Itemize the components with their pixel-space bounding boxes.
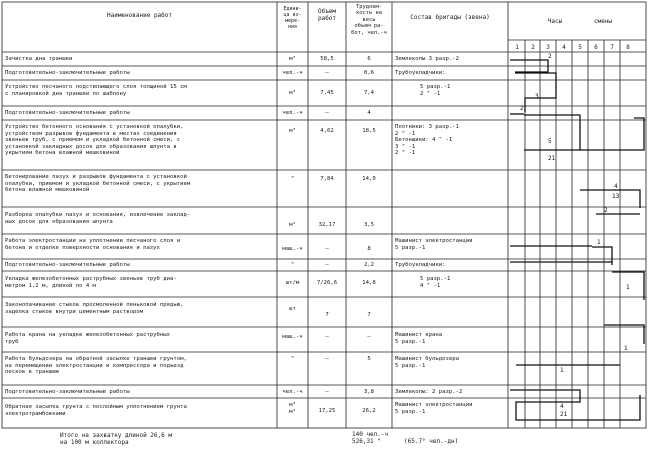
hour-5: 5 bbox=[578, 44, 582, 51]
hour-4: 4 bbox=[562, 44, 566, 51]
row-7-volume: 32,17 bbox=[318, 222, 336, 228]
row-6-labor: 14,0 bbox=[362, 176, 376, 182]
row-13-unit: " bbox=[290, 356, 295, 362]
row-6-volume: 7,84 bbox=[320, 176, 334, 182]
row-10-name: Укладка железобетонных раструбных звеньев труб диа- метром 1,2 м, длиной по 4 м bbox=[5, 276, 177, 289]
row-12-crew: Машинист крана 5 разр.-1 bbox=[395, 332, 443, 345]
footer-per-meter: (65.7° чел.-дн) bbox=[404, 438, 459, 445]
row-11-unit: шт bbox=[289, 306, 296, 312]
row-12-volume: – bbox=[325, 334, 329, 340]
row-3-volume: 7,45 bbox=[320, 90, 334, 96]
row-15-name: Обратная засыпка грунта с послойным уплотнением грунта электротрамбовками bbox=[5, 404, 187, 417]
svg-text:1: 1 bbox=[624, 345, 628, 352]
row-14-crew: Землекопы: 2 разр.-2 bbox=[395, 389, 463, 395]
header-crew: Состав бригады (звена) bbox=[410, 14, 490, 21]
svg-text:4: 4 bbox=[560, 403, 564, 410]
svg-text:1: 1 bbox=[597, 239, 601, 246]
header-hours: Часы bbox=[547, 18, 563, 25]
row-15-labor: 26,2 bbox=[362, 408, 376, 414]
row-13-volume: – bbox=[325, 356, 329, 362]
row-10-labor: 14,8 bbox=[362, 280, 376, 286]
row-2-crew: Трубоукладчики: bbox=[395, 70, 446, 76]
svg-text:5: 5 bbox=[548, 138, 552, 145]
svg-text:4: 4 bbox=[614, 183, 618, 190]
row-13-crew: Машинист бульдозера 5 разр.-1 bbox=[395, 356, 459, 369]
row-10-crew: 5 разр.-1 4 " -1 bbox=[420, 276, 451, 289]
row-14-unit: чел.-ч bbox=[282, 389, 303, 395]
row-9-unit: " bbox=[290, 262, 295, 268]
row-2-labor: 0,6 bbox=[363, 70, 375, 76]
row-2-volume: – bbox=[325, 70, 329, 76]
row-3-name: Устройство песчаного подстилающего слоя толщиной 15 см с планировкой дна траншеи по шаблону bbox=[5, 84, 187, 97]
row-5-crew: Плотники: 3 разр.-1 2 " -1 Бетонщики: 4 " -1 3 " -1 2 " -1 bbox=[395, 124, 459, 157]
hour-3: 3 bbox=[546, 44, 550, 51]
row-13-name: Работа бульдозера на обратной засыпке траншеи грунтом, на перемещении электростанции и компрессора и подъезд песков в траншею bbox=[5, 356, 187, 376]
row-1-labor: 6 bbox=[367, 56, 371, 62]
row-3-unit: м³ bbox=[289, 90, 296, 96]
row-14-volume: – bbox=[325, 389, 329, 395]
row-9-crew: Трубоукладчики: bbox=[395, 262, 446, 268]
footer-total-label: Итого на захватку длиной 26,6 м на 100 м коллектора bbox=[60, 432, 172, 446]
header-unit: Едини- ца из- мере- ния bbox=[283, 6, 302, 30]
row-8-crew: Машинист электростанции 5 разр.-1 bbox=[395, 238, 473, 251]
row-9-labor: 2,2 bbox=[363, 262, 375, 268]
hour-7: 7 bbox=[610, 44, 614, 51]
row-15-volume: 17,25 bbox=[318, 408, 336, 414]
row-12-unit: маш.-ч bbox=[282, 334, 303, 340]
row-1-crew: Землекопы 3 разр.-2 bbox=[395, 56, 459, 62]
row-6-unit: " bbox=[290, 176, 295, 182]
hour-2: 2 bbox=[531, 44, 535, 51]
svg-text:21: 21 bbox=[560, 411, 568, 418]
row-8-name: Работа электростанции на уплотнении песчаного слоя и бетона и отделке поверхности основания и пазух bbox=[5, 238, 181, 251]
row-9-volume: – bbox=[325, 262, 329, 268]
row-14-name: Подготовительно-заключительные работы bbox=[5, 389, 130, 395]
row-4-volume: – bbox=[325, 110, 329, 116]
row-11-volume: 7 bbox=[325, 312, 329, 318]
footer-total-value: 140 чел.-ч 526,31 " bbox=[352, 431, 389, 445]
row-11-name: Законопачивание стыков просмоленной пеньковой прядью, заделка стыков внутри цементным раствором bbox=[5, 302, 184, 315]
svg-text:1: 1 bbox=[560, 367, 564, 374]
row-9-name: Подготовительно-заключительные работы bbox=[5, 262, 130, 268]
svg-text:3: 3 bbox=[535, 93, 539, 100]
row-5-volume: 4,62 bbox=[320, 128, 334, 134]
header-shifts: смены bbox=[593, 18, 613, 25]
svg-text:2: 2 bbox=[604, 207, 608, 214]
row-14-labor: 3,8 bbox=[363, 389, 375, 395]
row-2-name: Подготовительно-заключительные работы bbox=[5, 70, 130, 76]
row-5-labor: 18,5 bbox=[362, 128, 376, 134]
row-4-unit: чел.-ч bbox=[282, 110, 303, 116]
hour-6: 6 bbox=[594, 44, 598, 51]
row-1-unit: м² bbox=[289, 56, 296, 62]
header-name: Наименование работ bbox=[106, 12, 173, 19]
row-1-name: Зачистка дна траншеи bbox=[5, 56, 73, 62]
row-4-name: Подготовительно-заключительные работы bbox=[5, 110, 130, 116]
row-7-labor: 3,5 bbox=[363, 222, 375, 228]
row-5-unit: м³ bbox=[289, 128, 296, 134]
row-5-name: Устройство бетонного основания с установкой опалубки, устройством разрывов фундамента в местах соединения звеньев труб, с приемом и укладкой бетонной смеси, с установкой закладных досок для образования шпунта в укрытием бетона влажной мешковиной bbox=[5, 124, 184, 157]
row-3-labor: 7,4 bbox=[363, 90, 375, 96]
svg-text:2: 2 bbox=[520, 105, 524, 112]
row-6-name: Бетонирование пазух и разрывов фундамента с установкой опалубки, приемом и укладкой бетонной смеси, с укрытием бетона влажной мешковиной bbox=[5, 174, 191, 194]
row-10-volume: 7/26,6 bbox=[316, 280, 338, 286]
svg-text:1: 1 bbox=[626, 284, 630, 291]
header-labor: Трудоем- кость на весь объем ра- бот, чел.-ч bbox=[351, 4, 387, 36]
row-15-unit: м³ м³ bbox=[289, 402, 296, 415]
row-13-labor: 5 bbox=[367, 356, 371, 362]
row-1-volume: 58,5 bbox=[320, 56, 334, 62]
row-8-unit: маш.-ч bbox=[282, 246, 303, 252]
hour-1: 1 bbox=[515, 44, 519, 51]
header-volume: Объем работ bbox=[317, 8, 337, 22]
row-2-unit: чел.-ч bbox=[282, 70, 303, 76]
hour-8: 8 bbox=[626, 44, 630, 51]
gantt-labels bbox=[520, 53, 630, 418]
row-3-crew: 5 разр.-1 2 " -1 bbox=[420, 84, 451, 97]
svg-text:13: 13 bbox=[612, 193, 620, 200]
row-11-labor: 7 bbox=[367, 312, 371, 318]
svg-text:2: 2 bbox=[548, 53, 552, 60]
gantt-bars bbox=[510, 60, 644, 420]
row-8-labor: 8 bbox=[367, 246, 371, 252]
row-7-unit: м² bbox=[289, 222, 296, 228]
row-12-labor: – bbox=[367, 334, 371, 340]
row-15-crew: Машинист электростанции 5 разр.-1 bbox=[395, 402, 473, 415]
svg-text:21: 21 bbox=[548, 155, 556, 162]
row-8-volume: – bbox=[325, 246, 329, 252]
row-12-name: Работа крана на укладке железобетонных раструбных труб bbox=[5, 332, 171, 345]
row-7-name: Разборка опалубки пазух и основания, извлечение заклад- ных досок для образования шпунта bbox=[5, 212, 191, 225]
row-10-unit: шт/м bbox=[285, 280, 300, 286]
row-4-labor: 4 bbox=[367, 110, 371, 116]
